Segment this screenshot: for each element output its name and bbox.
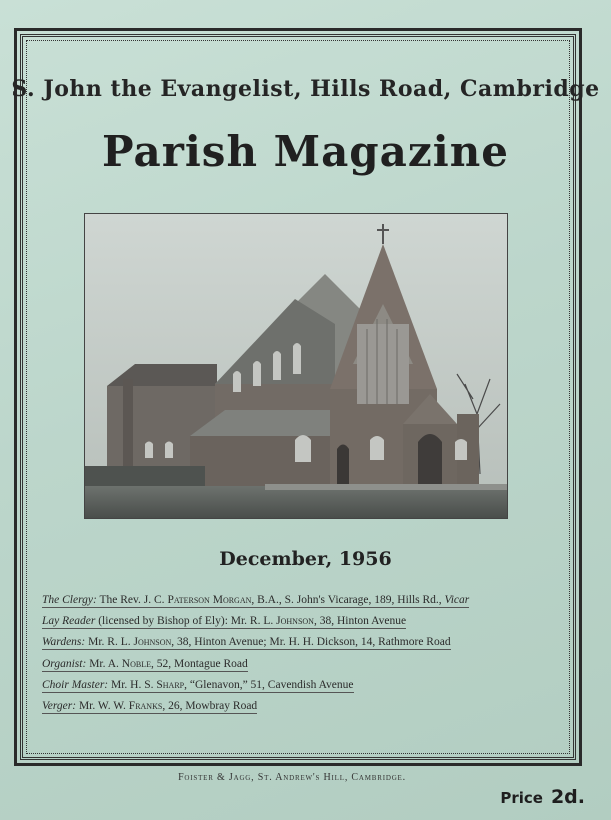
officer-text: , “Glenavon,” 51, Cavendish Avenue <box>184 678 354 691</box>
officer-line-organist <box>42 654 552 675</box>
officer-text: Mr. A. <box>86 657 122 670</box>
officer-text: , 52, Montague Road <box>150 657 248 670</box>
issue-date: December, 1956 <box>219 548 392 570</box>
officers-list <box>42 590 552 717</box>
officer-name: Johnson <box>133 636 172 649</box>
price-label: Price <box>500 789 543 807</box>
officer-text: Mr. R. L. <box>85 636 134 649</box>
officer-text: The Rev. J. C. <box>96 594 168 606</box>
officer-role: Verger: <box>42 699 77 712</box>
officer-role: The Clergy: <box>42 594 97 606</box>
officer-role: Organist: <box>42 657 87 670</box>
church-illustration <box>85 214 507 518</box>
officer-text: Mr. W. W. <box>76 699 129 712</box>
officer-role: Lay Reader <box>42 615 96 628</box>
church-photograph <box>84 213 508 519</box>
officer-line-lay-reader <box>42 611 552 632</box>
officer-text: , 26, Mowbray Road <box>162 699 258 712</box>
officer-name: Franks <box>128 699 163 712</box>
officer-role: Wardens: <box>42 636 86 649</box>
officer-line-wardens <box>42 632 552 653</box>
officer-text: , 38, Hinton Avenue; Mr. H. H. Dickson, 14, Rathmore Road <box>171 636 451 649</box>
officer-name: Noble <box>121 657 151 670</box>
officer-name: Paterson Morgan <box>167 594 252 606</box>
officer-line-clergy <box>42 590 552 611</box>
printer-imprint: Foister & Jagg, St. Andrew's Hill, Cambridge. <box>178 772 406 783</box>
price-amount: 2d. <box>550 786 585 808</box>
officer-name: Sharp <box>156 678 185 691</box>
officer-line-choir-master <box>42 675 552 696</box>
officer-text: (licensed by Bishop of Ely): Mr. R. L. <box>95 615 277 628</box>
officer-title: Vicar <box>441 594 470 606</box>
officer-name: Johnson <box>276 615 314 628</box>
officer-role: Choir Master: <box>42 678 109 691</box>
officer-line-verger <box>42 696 552 717</box>
officer-text: , B.A., S. John's Vicarage, 189, Hills Rd., <box>251 594 442 606</box>
price <box>500 786 585 808</box>
officer-text: , 38, Hinton Avenue <box>313 615 407 628</box>
magazine-title: Parish Magazine <box>102 127 509 176</box>
parish-name-heading: S. John the Evangelist, Hills Road, Cambridge <box>11 76 600 102</box>
officer-text: Mr. H. S. <box>108 678 157 691</box>
